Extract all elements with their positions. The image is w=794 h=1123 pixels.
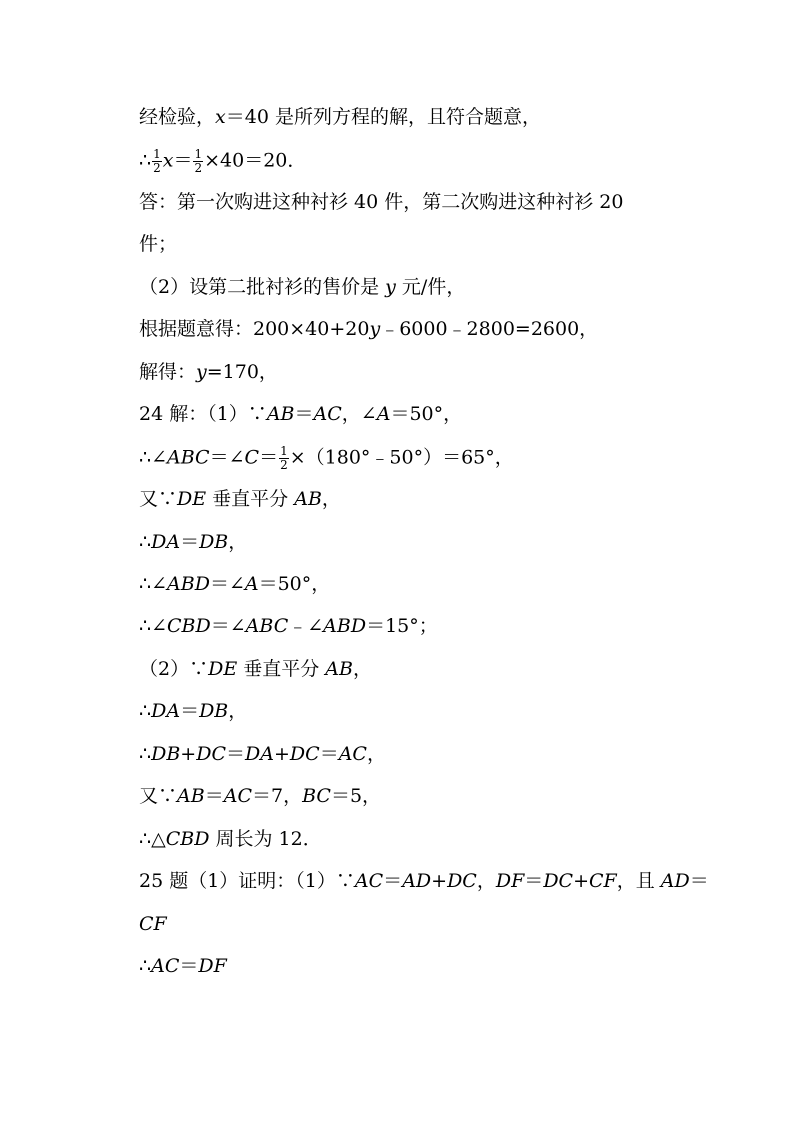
math-variable: DC (289, 743, 320, 765)
math-variable: DC (447, 870, 477, 892)
fraction-numerator: 1 (194, 147, 203, 161)
text-segment: ＝15°； (366, 615, 438, 637)
text-segment: ， (228, 531, 248, 553)
text-segment: 元/件， (395, 276, 466, 298)
text-line (139, 699, 247, 723)
math-variable: DC (543, 870, 574, 892)
text-line (139, 742, 386, 766)
text-segment: ＝∠ (209, 446, 245, 469)
text-segment: ，且 (616, 870, 661, 892)
math-variable: A (244, 573, 259, 595)
text-line (139, 105, 541, 129)
text-segment: ∴ (139, 700, 152, 722)
text-segment: ＝50°， (258, 573, 331, 595)
text-segment: 又∵ (139, 785, 178, 807)
text-segment: ∴∠ (139, 615, 168, 637)
text-line (139, 360, 278, 384)
math-variable: ABC (167, 446, 210, 469)
text-segment: 垂直平分 (237, 658, 326, 680)
math-variable: DB (199, 531, 229, 553)
text-line (139, 784, 381, 808)
text-segment: ＝∠ (210, 615, 246, 637)
math-variable: DB (199, 700, 229, 722)
math-variable: AC (354, 870, 384, 892)
text-segment: ， (228, 700, 248, 722)
math-variable: DA (151, 700, 181, 722)
text-segment: ＝ (180, 531, 200, 553)
text-line (139, 232, 177, 256)
fraction (279, 445, 289, 472)
text-segment: ＝5， (330, 785, 382, 807)
text-segment: + (573, 870, 590, 892)
math-variable: y (385, 276, 396, 298)
text-segment: ∴ (139, 743, 152, 765)
text-segment: + (273, 743, 290, 765)
math-variable: BC (302, 785, 331, 807)
text-segment: 又∵ (139, 488, 178, 510)
text-segment: ∴∠ (139, 573, 168, 595)
text-segment: ∴ (139, 149, 152, 172)
math-variable: ABD (323, 615, 367, 637)
math-variable: x (215, 106, 226, 128)
math-variable: CF (589, 870, 617, 892)
text-line (139, 275, 465, 299)
math-variable: DF (198, 955, 227, 977)
text-line (139, 148, 306, 175)
fraction-numerator: 1 (153, 147, 161, 161)
math-variable: C (244, 446, 260, 469)
math-variable: DF (495, 870, 525, 892)
text-segment: ﹣6000﹣2800=2600， (380, 318, 599, 340)
text-segment: 根据题意得：200×40+20 (139, 318, 370, 340)
text-segment: ＝ (180, 700, 200, 722)
text-line (139, 530, 247, 554)
text-line (139, 912, 167, 936)
fraction-denominator: 2 (153, 161, 161, 175)
text-line (139, 487, 341, 511)
text-segment: 25 题（1）证明：（1）∵ (139, 870, 355, 892)
text-segment: （2）∵ (139, 658, 209, 680)
text-line (139, 657, 372, 681)
text-segment: ， (366, 743, 386, 765)
text-segment: 周长为 12． (209, 828, 322, 850)
fraction-numerator: 1 (280, 444, 288, 458)
math-variable: DB (151, 743, 181, 765)
text-line (139, 190, 623, 214)
text-segment: ， (476, 870, 496, 892)
text-line (139, 827, 322, 851)
math-variable: AB (325, 658, 353, 680)
fraction (193, 148, 203, 175)
text-segment: ，∠ (341, 403, 377, 425)
text-segment: ＝ (319, 743, 339, 765)
text-segment: ＝ (259, 446, 279, 469)
math-variable: CF (139, 913, 167, 935)
text-segment: ＝∠ (209, 573, 245, 595)
text-segment: ＝ (173, 149, 193, 172)
math-variable: AB (177, 785, 205, 807)
text-segment: ＝ (294, 403, 314, 425)
text-segment: ＝ (689, 870, 709, 892)
text-segment: ∴∠ (139, 446, 168, 469)
math-variable: DE (177, 488, 207, 510)
math-variable: y (196, 361, 207, 383)
math-variable: DA (151, 531, 181, 553)
text-segment: ＝ (226, 743, 246, 765)
math-variable: y (369, 318, 381, 340)
text-segment: （2）设第二批衬衫的售价是 (139, 276, 386, 298)
text-segment: ＝50°， (390, 403, 463, 425)
math-variable: AC (313, 403, 342, 425)
math-variable: CBD (167, 615, 211, 637)
text-segment: + (431, 870, 448, 892)
text-segment: ∴ (139, 531, 152, 553)
text-segment: ×40＝20． (204, 149, 307, 172)
math-variable: AB (294, 488, 322, 510)
text-segment: ＝40 是所列方程的解，且符合题意， (225, 106, 541, 128)
math-variable: DA (245, 743, 274, 765)
text-segment: ∴ (139, 955, 152, 977)
text-line (139, 402, 462, 426)
math-variable: DC (196, 743, 226, 765)
text-segment: ＝7， (251, 785, 303, 807)
text-line (139, 572, 330, 596)
text-segment: 垂直平分 (206, 488, 295, 510)
text-segment: ﹣∠ (288, 615, 324, 637)
math-variable: DE (208, 658, 238, 680)
text-segment: =170， (206, 361, 278, 383)
math-variable: CBD (165, 828, 210, 850)
text-segment: ∴△ (139, 828, 166, 850)
math-variable: x (162, 149, 174, 172)
fraction (152, 148, 162, 175)
math-variable: AC (338, 743, 367, 765)
text-line (139, 954, 227, 978)
text-line (139, 445, 514, 472)
math-variable: A (376, 403, 391, 425)
text-segment: ＝ (204, 785, 224, 807)
math-variable: AD (660, 870, 690, 892)
math-variable: AD (402, 870, 432, 892)
text-line (139, 614, 438, 638)
math-variable: AB (266, 403, 295, 425)
text-segment: ， (352, 658, 372, 680)
text-segment: ×（180°﹣50°）＝65°， (289, 446, 514, 469)
text-segment: ＝ (524, 870, 544, 892)
text-segment: 件； (139, 233, 178, 255)
text-line (139, 317, 598, 341)
math-variable: AC (223, 785, 252, 807)
text-segment: ＝ (383, 870, 403, 892)
text-segment: 经检验， (139, 106, 216, 128)
fraction-denominator: 2 (280, 458, 288, 472)
text-segment: 答：第一次购进这种衬衫 40 件，第二次购进这种衬衫 20 (139, 191, 624, 213)
text-line (139, 869, 709, 893)
text-segment: + (180, 743, 197, 765)
text-segment: ＝ (179, 955, 199, 977)
fraction-denominator: 2 (194, 161, 203, 175)
math-variable: ABD (167, 573, 210, 595)
math-variable: AC (151, 955, 180, 977)
math-variable: ABC (245, 615, 289, 637)
text-segment: 解得： (139, 361, 197, 383)
text-segment: 24 解：（1）∵ (139, 403, 267, 425)
text-segment: ， (321, 488, 341, 510)
